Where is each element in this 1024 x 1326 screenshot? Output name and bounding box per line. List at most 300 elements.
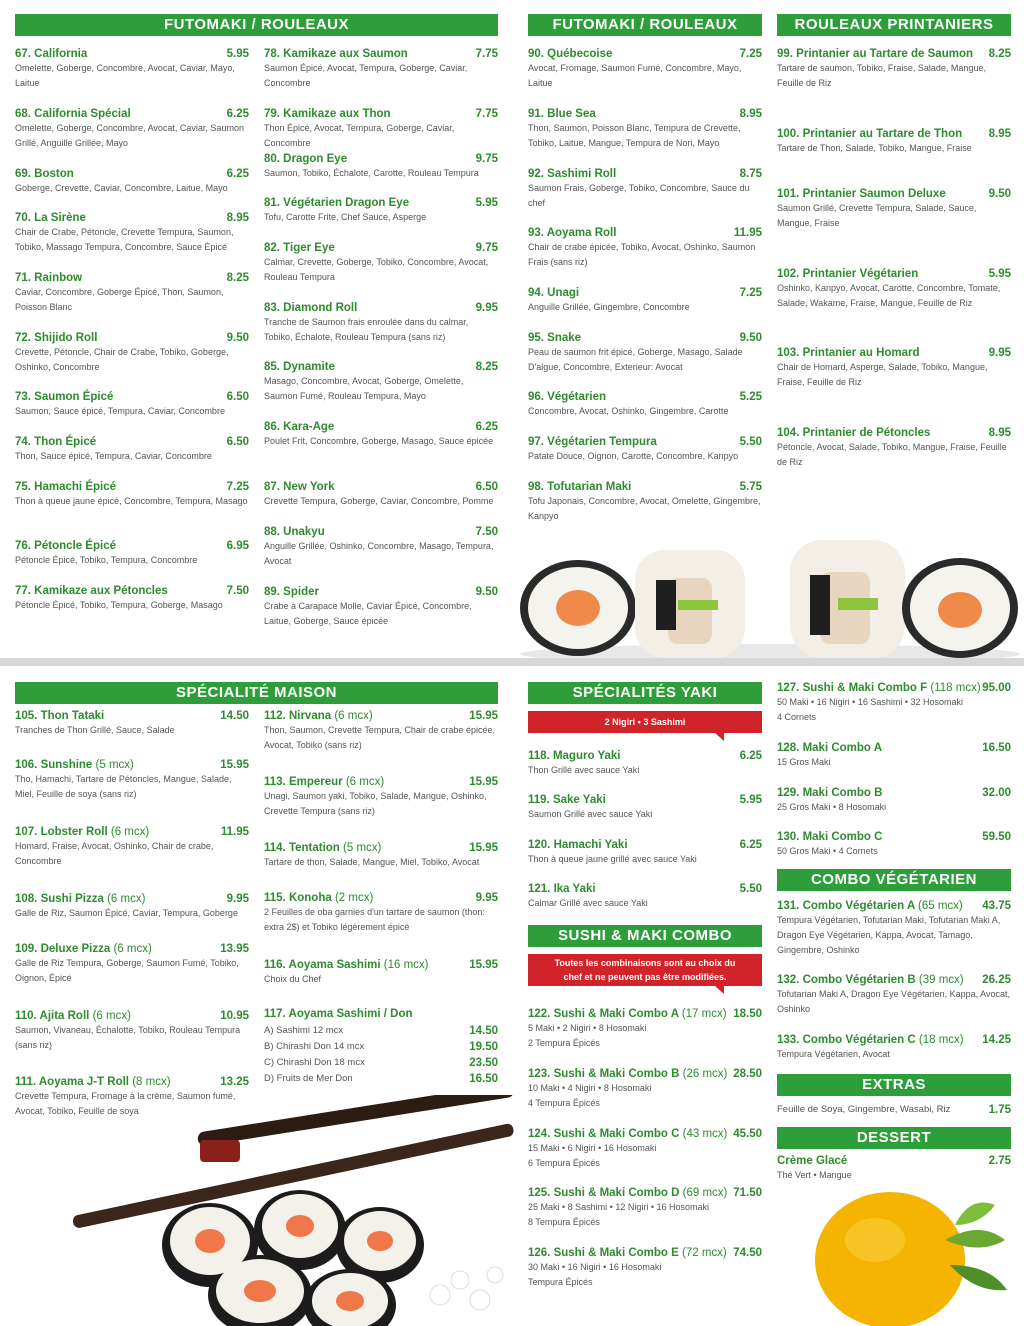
item-row	[777, 787, 1011, 799]
item-price: 9.50	[475, 586, 498, 598]
item-description: Saumon Frais, Goberge, Tobiko, Concombre, Sauce du chef	[528, 183, 750, 208]
item-name: 96. Végétarien	[528, 391, 606, 403]
item-price: 32.00	[982, 787, 1011, 799]
item-price: 5.75	[739, 481, 762, 493]
item-quantity: (6 mcx)	[345, 776, 385, 788]
item-row	[528, 1068, 762, 1080]
item-price: 9.50	[226, 332, 249, 344]
menu-item	[15, 212, 249, 255]
item-description: Crabe à Carapace Molle, Caviar Épicé, Concombre, Laitue, Goberge, Sauce épicée	[264, 601, 472, 626]
don-option-line: A) Sashimi 12 mcx 14.50	[264, 1025, 498, 1037]
item-row	[528, 108, 762, 120]
item-row	[15, 168, 249, 180]
item-row	[15, 272, 249, 284]
item-row	[15, 893, 249, 905]
item-price: 9.75	[475, 153, 498, 165]
item-row	[264, 153, 498, 165]
item-name: 103. Printanier au Homard	[777, 347, 920, 359]
item-price: 13.25	[220, 1076, 249, 1088]
item-name: 99. Printanier au Tartare de Saumon	[777, 48, 973, 60]
item-row	[264, 108, 498, 120]
item-price: 8.95	[226, 212, 249, 224]
item-quantity: (5 mcx)	[95, 759, 134, 771]
menu-item	[264, 481, 498, 509]
item-description-2: 4 Cornets	[777, 712, 817, 722]
item-price: 6.25	[226, 108, 249, 120]
item-row	[777, 268, 1011, 280]
item-row	[15, 108, 249, 120]
item-name: 68. California Spécial	[15, 108, 131, 120]
item-name: 122. Sushi & Maki Combo A (17 mcx)	[528, 1008, 727, 1020]
menu-item	[15, 272, 249, 315]
item-description-2: 4 Tempura Épicés	[528, 1098, 600, 1108]
menu-item	[528, 481, 762, 524]
menu-item	[528, 1247, 762, 1290]
item-price: 11.95	[220, 826, 249, 838]
item-price: 6.95	[226, 540, 249, 552]
item-price: 8.95	[739, 108, 762, 120]
menu-item	[15, 826, 249, 869]
item-name: 81. Végétarien Dragon Eye	[264, 197, 410, 209]
item-row	[15, 332, 249, 344]
item-price: 9.95	[475, 892, 498, 904]
item-description: Tranche de Saumon frais enroulée dans du calmar, Tobiko, Échalote, Rouleau Tempura (sans riz)	[264, 317, 469, 342]
item-description: Crevette Tempura, Goberge, Caviar, Concombre, Pomme	[264, 496, 494, 506]
item-price: 6.25	[475, 421, 498, 433]
item-price: 15.95	[469, 776, 498, 788]
item-description: Thon à queue jaune épicé, Concombre, Tempura, Masago	[15, 496, 248, 506]
don-option-line: D) Fruits de Mer Don 16.50	[264, 1073, 498, 1085]
menu-item	[15, 540, 249, 568]
item-description: Galle de Riz, Saumon Épicé, Caviar, Tempura, Goberge	[15, 908, 238, 918]
item-price: 45.50	[733, 1128, 762, 1140]
item-description: Peau de saumon frit épicé, Goberge, Masago, Salade D'algue, Concombre, Exterieur: Avocat	[528, 347, 743, 372]
menu-item	[15, 168, 249, 196]
menu-item	[264, 302, 498, 345]
item-name: 131. Combo Végétarien A (65 mcx)	[777, 900, 963, 912]
item-description: Unagi, Saumon yaki, Tobiko, Salade, Mangue, Oshinko, Crevette Tempura (sans riz)	[264, 791, 487, 816]
item-row	[15, 1010, 249, 1022]
item-name: 71. Rainbow	[15, 272, 83, 284]
section-header-dessert: DESSERT	[777, 1127, 1011, 1149]
item-row	[528, 1247, 762, 1259]
item-name: 105. Thon Tataki	[15, 710, 105, 722]
item-description: Thon, Saumon, Crevette Tempura, Chair de crabe épicée, Avocat, Tobiko (sans riz)	[264, 725, 495, 750]
item-row	[528, 750, 762, 762]
item-name: 100. Printanier au Tartare de Thon	[777, 128, 963, 140]
item-name: 77. Kamikaze aux Pétoncles	[15, 585, 168, 597]
item-row	[528, 287, 762, 299]
item-description: Calmar Grillé avec sauce Yaki	[528, 898, 648, 908]
item-description: Saumon, Tobiko, Échalote, Carotte, Rouleau Tempura	[264, 168, 479, 178]
section-header-futomaki: FUTOMAKI / ROULEAUX	[15, 14, 498, 36]
item-description: 15 Maki • 6 Nigiri • 16 Hosomaki	[528, 1143, 657, 1153]
item-row	[777, 427, 1011, 439]
item-description: Masago, Concombre, Avocat, Goberge, Omelette, Saumon Fumé, Rouleau Tempura, Mayo	[264, 376, 464, 401]
item-name: 127. Sushi & Maki Combo F (118 mcx)	[777, 682, 981, 694]
item-name: 132. Combo Végétarien B (39 mcx)	[777, 974, 964, 986]
item-description: Tartare de thon, Salade, Mangue, Miel, Tobiko, Avocat	[264, 857, 480, 867]
item-description: Saumon, Sauce épicé, Tempura, Caviar, Concombre	[15, 406, 225, 416]
item-row	[15, 48, 249, 60]
item-quantity: (6 mcx)	[107, 893, 146, 905]
item-row	[264, 197, 498, 209]
item-row	[528, 839, 762, 851]
menu-item	[264, 586, 498, 629]
item-row	[528, 481, 762, 493]
section-header-sushi-maki: SUSHI & MAKI COMBO	[528, 925, 762, 947]
item-price: 6.50	[226, 436, 249, 448]
item-name: 67. California	[15, 48, 88, 60]
item-row	[264, 959, 498, 971]
menu-item	[15, 436, 249, 464]
menu-item	[777, 787, 1011, 815]
item-quantity: (6 mcx)	[113, 943, 152, 955]
item-name: 112. Nirvana (6 mcx)	[264, 710, 373, 722]
item-description: Avocat, Fromage, Saumon Fumé, Concombre, Mayo, Laitue	[528, 63, 742, 88]
item-name: 111. Aoyama J-T Roll (8 mcx)	[15, 1076, 171, 1088]
item-row	[528, 48, 762, 60]
menu-item	[528, 1187, 762, 1230]
item-name: 76. Pétoncle Épicé	[15, 540, 116, 552]
item-name: 72. Shijido Roll	[15, 332, 98, 344]
item-name: 78. Kamikaze aux Saumon	[264, 48, 408, 60]
item-price: 59.50	[982, 831, 1011, 843]
menu-item	[264, 48, 498, 91]
item-name: 121. Ika Yaki	[528, 883, 596, 895]
menu-item	[264, 153, 498, 181]
item-quantity: (26 mcx)	[682, 1068, 728, 1080]
item-price: 5.95	[988, 268, 1011, 280]
item-price: 15.95	[469, 710, 498, 722]
item-name: 108. Sushi Pizza (6 mcx)	[15, 893, 146, 905]
item-quantity: (5 mcx)	[343, 842, 382, 854]
column-6	[264, 710, 498, 1110]
item-name: 114. Tentation (5 mcx)	[264, 842, 382, 854]
item-description: Tartare de Thon, Salade, Tobiko, Mangue, Fraise	[777, 143, 972, 153]
item-name: 117. Aoyama Sashimi / Don	[264, 1008, 413, 1020]
item-name: 118. Maguro Yaki	[528, 750, 621, 762]
item-row	[15, 943, 249, 955]
menu-item	[777, 188, 1011, 231]
item-price: 8.25	[475, 361, 498, 373]
item-description: Calmar, Crevette, Goberge, Tobiko, Concombre, Avocat, Rouleau Tempura	[264, 257, 489, 282]
menu-item	[528, 883, 762, 911]
item-name: 116. Aoyama Sashimi (16 mcx)	[264, 959, 429, 971]
item-row	[528, 436, 762, 448]
item-description-2: Tempura Épicés	[528, 1277, 593, 1287]
item-description: Pétoncle Épicé, Tobiko, Tempura, Concombre	[15, 555, 198, 565]
item-price: 9.95	[226, 893, 249, 905]
item-quantity: (43 mcx)	[682, 1128, 728, 1140]
menu-item	[528, 839, 762, 867]
item-description: Concombre, Avocat, Oshinko, Gingembre, Carotte	[528, 406, 729, 416]
item-name: 106. Sunshine (5 mcx)	[15, 759, 134, 771]
item-row	[528, 1008, 762, 1020]
item-price: 7.50	[226, 585, 249, 597]
item-name: 133. Combo Végétarien C (18 mcx)	[777, 1034, 964, 1046]
item-name: 93. Aoyama Roll	[528, 227, 617, 239]
item-row	[264, 421, 498, 433]
item-description: 50 Maki • 16 Nigiri • 16 Sashimi • 32 Hosomaki	[777, 697, 964, 707]
item-price: 6.25	[739, 750, 762, 762]
item-quantity: (6 mcx)	[92, 1010, 131, 1022]
item-description: Pétoncle, Avocat, Salade, Tobiko, Mangue, Fraise, Feuille de Riz	[777, 442, 1007, 467]
item-row	[264, 242, 498, 254]
menu-item	[528, 287, 762, 315]
item-description: Tranches de Thon Grillé, Sauce, Salade	[15, 725, 175, 735]
menu-item	[777, 742, 1011, 770]
item-description: Thon, Saumon, Poisson Blanc, Tempura de Crevette, Tobiko, Laitue, Mangue, Tempura de Nori, Mayo	[528, 123, 741, 148]
item-description: Saumon Grillé, Crevette Tempura, Salade, Sauce, Mangue, Fraise	[777, 203, 977, 228]
section-header-futomaki-2: FUTOMAKI / ROULEAUX	[528, 14, 762, 36]
item-row	[777, 128, 1011, 140]
item-row	[528, 1128, 762, 1140]
item-name: 115. Konoha (2 mcx)	[264, 892, 374, 904]
don-option-line: C) Chirashi Don 18 mcx 23.50	[264, 1057, 498, 1069]
item-row	[528, 391, 762, 403]
item-name: 119. Sake Yaki	[528, 794, 606, 806]
item-description-2: 6 Tempura Épicés	[528, 1158, 600, 1168]
item-price: 8.75	[739, 168, 762, 180]
menu-item	[264, 242, 498, 285]
menu-item	[777, 347, 1011, 390]
item-row	[264, 526, 498, 538]
item-description: Crevette, Pétoncle, Chair de Crabe, Tobiko, Goberge, Oshinko, Concombre	[15, 347, 229, 372]
item-row	[528, 1187, 762, 1199]
item-description: Anguille Grillée, Oshinko, Concombre, Masago, Tempura, Avocat	[264, 541, 494, 566]
menu-item	[15, 893, 249, 921]
item-quantity: (6 mcx)	[110, 826, 150, 838]
item-row	[15, 1076, 249, 1088]
item-quantity: (2 mcx)	[334, 892, 374, 904]
item-price: 15.95	[220, 759, 249, 771]
item-price: 8.95	[988, 427, 1011, 439]
menu-item	[528, 48, 762, 91]
item-price: 7.25	[739, 48, 762, 60]
menu-item	[15, 759, 249, 802]
sushi-rolls-image	[520, 520, 1020, 658]
menu-item	[528, 1128, 762, 1171]
item-description: Homard, Fraise, Avocat, Oshinko, Chair de crabe, Concombre	[15, 841, 214, 866]
item-name: 87. New York	[264, 481, 335, 493]
yaki-banner: 2 Nigiri • 3 Sashimi	[528, 711, 762, 733]
item-price: 11.95	[733, 227, 762, 239]
item-name: 130. Maki Combo C	[777, 831, 883, 843]
item-price: 5.95	[739, 794, 762, 806]
menu-item	[528, 794, 762, 822]
item-price: 9.50	[739, 332, 762, 344]
menu-item	[777, 974, 1011, 1017]
item-description: Chair de crabe épicée, Tobiko, Avocat, Oshinko, Saumon Frais (sans riz)	[528, 242, 756, 267]
menu-item	[264, 892, 498, 935]
item-name: 113. Empereur (6 mcx)	[264, 776, 385, 788]
item-description: Saumon Épicé, Avocat, Tempura, Goberge, Caviar, Concombre	[264, 63, 468, 88]
item-quantity: (69 mcx)	[682, 1187, 728, 1199]
item-price: 43.75	[982, 900, 1011, 912]
dessert-item: Crème Glacé 2.75 Thé Vert • Mangue	[777, 1155, 1011, 1180]
item-description: 2 Feuilles de oba garnies d'un tartare de saumon (thon: extra 2$) et Tobiko légèrement épicé	[264, 907, 485, 932]
menu-item	[264, 361, 498, 404]
item-row	[528, 227, 762, 239]
mango-ice-cream-image	[795, 1185, 1015, 1326]
item-row	[15, 759, 249, 771]
item-quantity: (18 mcx)	[918, 1034, 964, 1046]
item-row	[264, 48, 498, 60]
section-header-specialite: SPÉCIALITÉ MAISON	[15, 682, 498, 704]
menu-item	[15, 1010, 249, 1053]
item-price: 6.25	[226, 168, 249, 180]
item-price: 15.95	[469, 959, 498, 971]
item-row	[264, 892, 498, 904]
item-description: Saumon Grillé avec sauce Yaki	[528, 809, 653, 819]
item-price: 7.50	[475, 526, 498, 538]
item-description: Anguille Grillée, Gingembre, Concombre	[528, 302, 690, 312]
item-price: 5.50	[739, 436, 762, 448]
menu-item	[264, 197, 498, 225]
item-description: Tempura Végétarien, Avocat	[777, 1049, 890, 1059]
menu-item	[528, 436, 762, 464]
item-description: Choix du Chef	[264, 974, 322, 984]
item-row	[15, 212, 249, 224]
item-description: 15 Gros Maki	[777, 757, 831, 767]
item-name: 80. Dragon Eye	[264, 153, 348, 165]
menu-item	[528, 227, 762, 270]
item-description: 25 Gros Maki • 8 Hosomaki	[777, 802, 887, 812]
item-price: 16.50	[982, 742, 1011, 754]
item-name: 102. Printanier Végétarien	[777, 268, 919, 280]
item-row	[777, 1034, 1011, 1046]
item-name: 79. Kamikaze aux Thon	[264, 108, 391, 120]
item-price: 28.50	[733, 1068, 762, 1080]
menu-item	[15, 481, 249, 509]
item-price: 9.50	[988, 188, 1011, 200]
item-description: Caviar, Concombre, Goberge Épicé, Thon, Saumon, Poisson Blanc	[15, 287, 224, 312]
combo-banner: Toutes les combinaisons sont au choix du chef et ne peuvent pas être modifiées.	[528, 954, 762, 986]
item-name: 74. Thon Épicé	[15, 436, 97, 448]
item-description: Chair de Crabe, Pétoncle, Crevette Tempura, Saumon, Tobiko, Massago Tempura, Concombre, Sauce Épicé	[15, 227, 234, 252]
item-price: 74.50	[733, 1247, 762, 1259]
menu-item	[528, 1008, 762, 1051]
section-header-yaki: SPÉCIALITÉS YAKI	[528, 682, 762, 704]
menu-item	[264, 710, 498, 753]
item-row	[264, 361, 498, 373]
item-quantity: (72 mcx)	[682, 1247, 727, 1259]
menu-item	[528, 332, 762, 375]
menu-item	[528, 168, 762, 211]
item-row	[777, 48, 1011, 60]
item-name: 123. Sushi & Maki Combo B (26 mcx)	[528, 1068, 728, 1080]
menu-item	[15, 108, 249, 151]
column-4	[777, 14, 1011, 514]
item-name: 94. Unagi	[528, 287, 580, 299]
item-name: 92. Sashimi Roll	[528, 168, 617, 180]
item-description: 10 Maki • 4 Nigiri • 8 Hosomaki	[528, 1083, 652, 1093]
don-option-line: B) Chirashi Don 14 mcx 19.50	[264, 1041, 498, 1053]
item-row	[264, 481, 498, 493]
item-name: 104. Printanier de Pétoncles	[777, 427, 931, 439]
item-row	[777, 900, 1011, 912]
item-price: 7.75	[475, 48, 498, 60]
item-description: Patate Douce, Oignon, Carotte, Concombre, Kanpyo	[528, 451, 739, 461]
item-name: 88. Unakyu	[264, 526, 325, 538]
item-description-2: 2 Tempura Épicés	[528, 1038, 600, 1048]
menu-item	[15, 391, 249, 419]
item-name: 89. Spider	[264, 586, 319, 598]
item-name: 82. Tiger Eye	[264, 242, 335, 254]
item-name: 95. Snake	[528, 332, 582, 344]
item-row	[15, 710, 249, 722]
item-description: Tofu, Carotte Frite, Chef Sauce, Asperge	[264, 212, 427, 222]
section-header-printaniers: ROULEAUX PRINTANIERS	[777, 14, 1011, 36]
extras-line: Feuille de Soya, Gingembre, Wasabi, Riz 1.75	[777, 1104, 1011, 1116]
item-description: Thon à queue jaune grillé avec sauce Yaki	[528, 854, 697, 864]
item-name: 69. Boston	[15, 168, 74, 180]
item-row	[528, 168, 762, 180]
item-description: Crevette Tempura, Fromage à la crème, Saumon fumé, Avocat, Tobiko, Feuille de soya	[15, 1091, 236, 1116]
item-quantity: (65 mcx)	[918, 900, 963, 912]
item-description: Omelette, Goberge, Concombre, Avocat, Caviar, Mayo, Laitue	[15, 63, 235, 88]
item-row	[15, 391, 249, 403]
item-price: 26.25	[982, 974, 1011, 986]
item-name: 110. Ajita Roll (6 mcx)	[15, 1010, 131, 1022]
menu-item	[528, 750, 762, 778]
menu-item	[264, 108, 498, 151]
item-description-2: 8 Tempura Épicés	[528, 1217, 600, 1227]
item-name: 129. Maki Combo B	[777, 787, 883, 799]
item-quantity: (6 mcx)	[334, 710, 373, 722]
item-description: Thon, Sauce épicé, Tempura, Caviar, Concombre	[15, 451, 212, 461]
item-description: Omelette, Goberge, Concombre, Avocat, Caviar, Saumon Grillé, Anguille Grillée, Mayo	[15, 123, 244, 148]
menu-item	[264, 842, 498, 870]
item-row	[777, 347, 1011, 359]
item-row	[15, 481, 249, 493]
item-row	[777, 742, 1011, 754]
item-name: 83. Diamond Roll	[264, 302, 358, 314]
item-price: 8.25	[226, 272, 249, 284]
menu-item	[777, 128, 1011, 156]
item-row	[264, 586, 498, 598]
page-divider	[0, 658, 1024, 666]
menu-item	[777, 1034, 1011, 1062]
item-quantity: (8 mcx)	[132, 1076, 171, 1088]
item-description: Goberge, Crevette, Caviar, Concombre, Laitue, Mayo	[15, 183, 228, 193]
item-description: Tempura Végétarien, Tofutarian Maki, Tofutarian Maki A, Dragon Eye Végétarien, Kappa, Avocat, Tamago, Gingembre, Oshinko	[777, 915, 1001, 955]
item-price: 5.95	[475, 197, 498, 209]
menu-item	[15, 332, 249, 375]
column-7	[528, 682, 762, 1322]
item-quantity: (118 mcx)	[930, 682, 981, 694]
menu-item	[264, 526, 498, 569]
item-quantity: (17 mcx)	[681, 1008, 727, 1020]
menu-item	[15, 943, 249, 986]
item-description: Thon Grillé avec sauce Yaki	[528, 765, 640, 775]
item-name: 124. Sushi & Maki Combo C (43 mcx)	[528, 1128, 728, 1140]
item-description: Chair de Homard, Asperge, Salade, Tobiko, Mangue, Fraise, Feuille de Riz	[777, 362, 988, 387]
item-name: 126. Sushi & Maki Combo E (72 mcx)	[528, 1247, 727, 1259]
item-price: 7.25	[739, 287, 762, 299]
menu-item	[15, 48, 249, 91]
item-row	[777, 682, 1011, 694]
item-name: 109. Deluxe Pizza (6 mcx)	[15, 943, 152, 955]
item-price: 5.25	[739, 391, 762, 403]
item-price: 18.50	[733, 1008, 762, 1020]
menu-item	[15, 585, 249, 613]
item-description: Tartare de saumon, Tobiko, Fraise, Salade, Mangue, Feuille de Riz	[777, 63, 986, 88]
item-description: 5 Maki • 2 Nigiri • 8 Hosomaki	[528, 1023, 647, 1033]
item-row	[15, 540, 249, 552]
item-name: 86. Kara-Age	[264, 421, 335, 433]
